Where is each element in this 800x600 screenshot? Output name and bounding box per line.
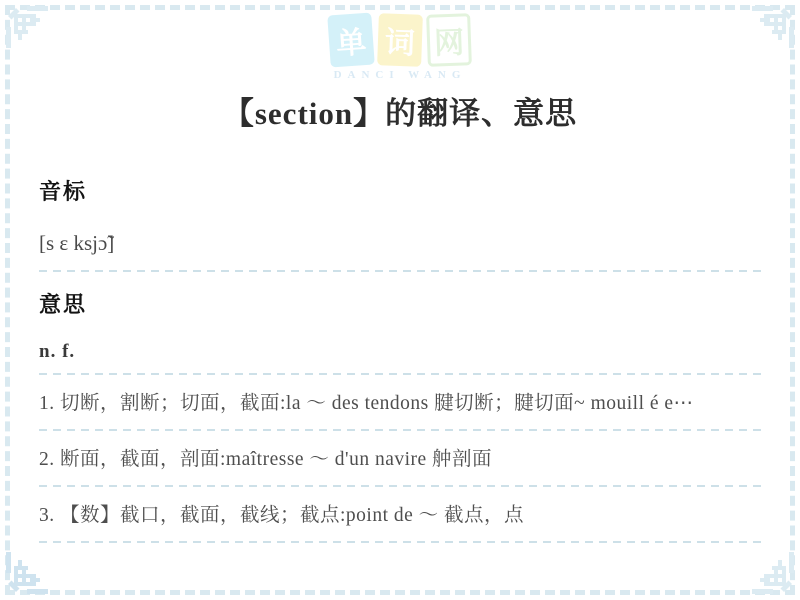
definition-item: 1. 切断，割断；切面，截面:la ～ des tendons 腱切断；腱切面~ mouill é e⋯ — [39, 393, 694, 414]
part-of-speech: n. f. — [39, 341, 76, 362]
logo-tile-wang: 网 — [426, 13, 472, 67]
page-title: 【section】的翻译、意思 — [222, 96, 578, 131]
phonetic-value: [s ɛ ksjɔ̃] — [39, 231, 115, 255]
corner-fret-icon — [750, 550, 796, 596]
corner-fret-icon — [750, 4, 796, 50]
definition-item: 3. 【数】截口，截面，截线；截点:point de ～ 截点，点 — [39, 505, 525, 526]
meaning-heading: 意思 — [39, 292, 88, 317]
corner-fret-icon — [4, 550, 50, 596]
separator — [39, 373, 767, 375]
logo-tiles — [329, 14, 471, 66]
separator — [39, 429, 767, 431]
separator — [39, 270, 767, 272]
logo-subtext: DANCI WANG — [333, 69, 467, 81]
separator — [39, 541, 767, 543]
logo-tile-dan: 单 — [327, 13, 375, 68]
separator — [39, 485, 767, 487]
entry-content — [39, 175, 767, 543]
logo-tile-ci: 词 — [377, 13, 423, 67]
watermark-logo — [329, 14, 471, 81]
corner-fret-icon — [4, 4, 50, 50]
phonetic-heading: 音标 — [39, 179, 88, 204]
definition-item: 2. 断面，截面，剖面:maîtresse ～ d'un navire 舯剖面 — [39, 449, 493, 470]
